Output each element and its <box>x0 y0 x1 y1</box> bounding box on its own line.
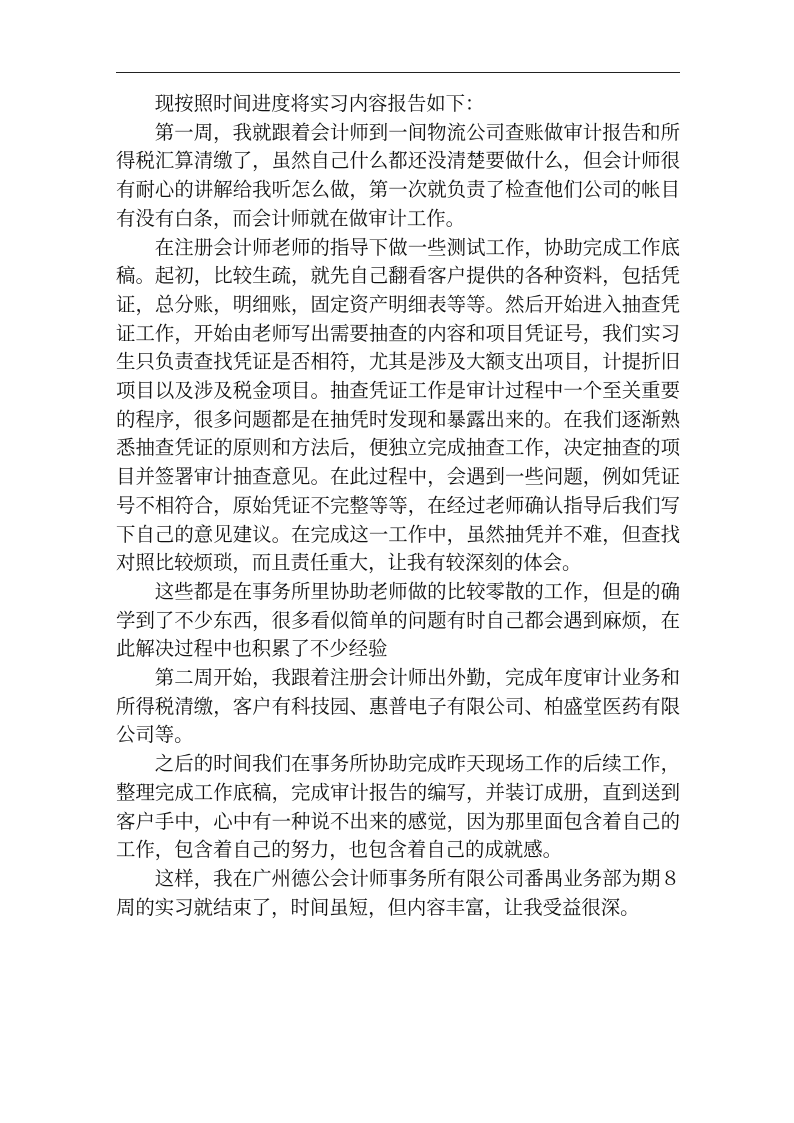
paragraph-conclusion: 这样，我在广州德公会计师事务所有限公司番禺业务部为期８周的实习就结束了，时间虽短，但内容丰富，让我受益很深。 <box>116 866 680 919</box>
paragraph-week-two: 第二周开始，我跟着注册会计师出外勤，完成年度审计业务和所得税清缴，客户有科技园、惠普电子有限公司、柏盛堂医药有限公司等。 <box>116 666 680 747</box>
document-body <box>116 90 680 922</box>
paragraph-lessons: 这些都是在事务所里协助老师做的比较零散的工作，但是的确学到了不少东西，很多看似简单的问题有时自己都会遇到麻烦，在此解决过程中也积累了不少经验 <box>116 579 680 661</box>
paragraph-audit-sampling: 在注册会计师老师的指导下做一些测试工作，协助完成工作底稿。起初，比较生疏，就先自己翻看客户提供的各种资料，包括凭证，总分账，明细账，固定资产明细表等等。然后开始进入抽查凭证工作，开始由老师写出需要抽查的内容和项目凭证号，我们实习生只负责查找凭证是否相符，尤其是涉及大额支出项目，计提折旧项目以及涉及税金项目。抽查凭证工作是审计过程中一个至关重要的程序，很多问题都是在抽凭时发现和暴露出来的。在我们逐渐熟悉抽查凭证的原则和方法后，便独立完成抽查工作，决定抽查的项目并签署审计抽查意见。在此过程中，会遇到一些问题，例如凭证号不相符合，原始凭证不完整等等，在经过老师确认指导后我们写下自己的意见建议。在完成这一工作中，虽然抽凭并不难，但查找对照比较烦琐，而且责任重大，让我有较深刻的体会。 <box>116 235 680 575</box>
paragraph-intro: 现按照时间进度将实习内容报告如下： <box>154 92 485 115</box>
header-rule <box>116 72 680 73</box>
paragraph-week-one: 第一周，我就跟着会计师到一间物流公司查账做审计报告和所得税汇算清缴了，虽然自己什么都还没清楚要做什么，但会计师很有耐心的讲解给我听怎么做，第一次就负责了检查他们公司的帐目有没有白条，而会计师就在做审计工作。 <box>116 120 680 230</box>
paragraph-follow-up: 之后的时间我们在事务所协助完成昨天现场工作的后续工作，整理完成工作底稿，完成审计报告的编写，并装订成册，直到送到客户手中，心中有一种说不出来的感觉，因为那里面包含着自己的工作，包含着自己的努力，也包含着自己的成就感。 <box>116 752 680 862</box>
